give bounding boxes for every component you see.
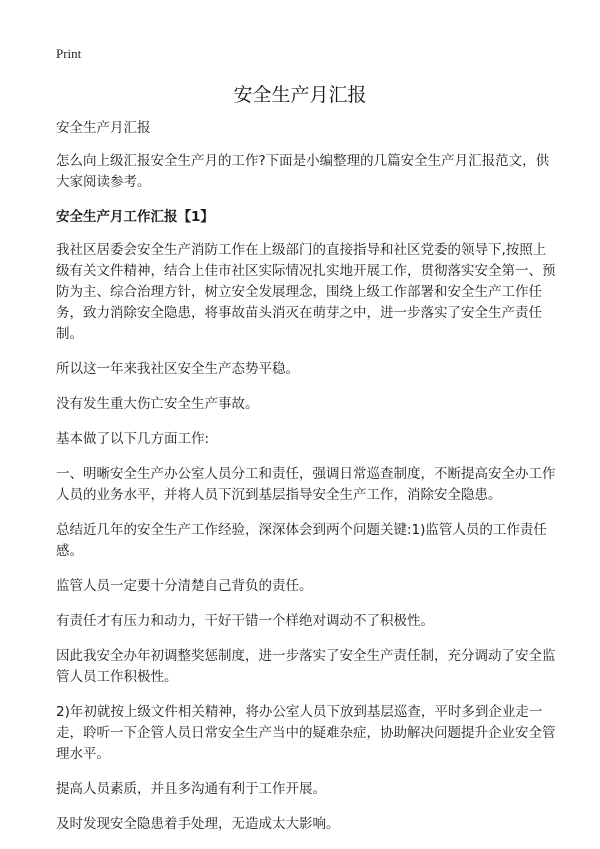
body-paragraph: 一、明晰安全生产办公室人员分工和责任，强调日常巡查制度，不断提高安全办工作人员的业务水平，并将人员下沉到基层指导安全生产工作，消除安全隐患。 — [56, 466, 556, 503]
body-paragraph: 没有发生重大伤亡安全生产事故。 — [56, 396, 259, 412]
body-paragraph: 有责任才有压力和动力，干好干错一个样绝对调动不了积极性。 — [56, 613, 434, 629]
print-link[interactable]: Print — [56, 46, 82, 61]
body-paragraph: 所以这一年来我社区安全生产态势平稳。 — [56, 361, 299, 377]
article-body — [56, 118, 556, 849]
page-title: 安全生产月汇报 — [233, 84, 367, 106]
body-paragraph: 我社区居委会安全生产消防工作在上级部门的直接指导和社区党委的领导下,按照上级有关文件精神，结合上佳市社区实际情况扎实地开展工作，贯彻落实安全第一、预防为主、综合治理方针，树立安全发展理念，围绕上级工作部署和安全生产工作任务，致力消除安全隐患，将事故苗头消灭在萌芽之中，进一步落实了安全生产责任制。 — [56, 242, 556, 342]
section-heading: 安全生产月工作汇报【1】 — [56, 209, 214, 225]
body-paragraph: 因此我安全办年初调整奖惩制度，进一步落实了安全生产责任制，充分调动了安全监管人员工作积极性。 — [56, 648, 556, 685]
body-paragraph: 总结近几年的安全生产工作经验，深深体会到两个问题关键:1)监管人员的工作责任感。 — [56, 522, 547, 559]
body-paragraph: 2)年初就按上级文件相关精神，将办公室人员下放到基层巡查，平时多到企业走一走，聆听一下企管人员日常安全生产当中的疑难杂症，协助解决问题提升企业安全管理水平。 — [56, 704, 556, 762]
body-paragraph: 监管人员一定要十分清楚自己背负的责任。 — [56, 578, 313, 594]
body-paragraph: 基本做了以下几方面工作: — [56, 431, 210, 447]
body-paragraph: 提高人员素质，并且多沟通有利于工作开展。 — [56, 781, 326, 797]
article-subtitle: 安全生产月汇报 — [56, 120, 151, 136]
body-paragraph: 及时发现安全隐患着手处理，无造成太大影响。 — [56, 816, 340, 832]
intro-paragraph: 怎么向上级汇报安全生产月的工作?下面是小编整理的几篇安全生产月汇报范文，供大家阅读参考。 — [56, 153, 550, 190]
